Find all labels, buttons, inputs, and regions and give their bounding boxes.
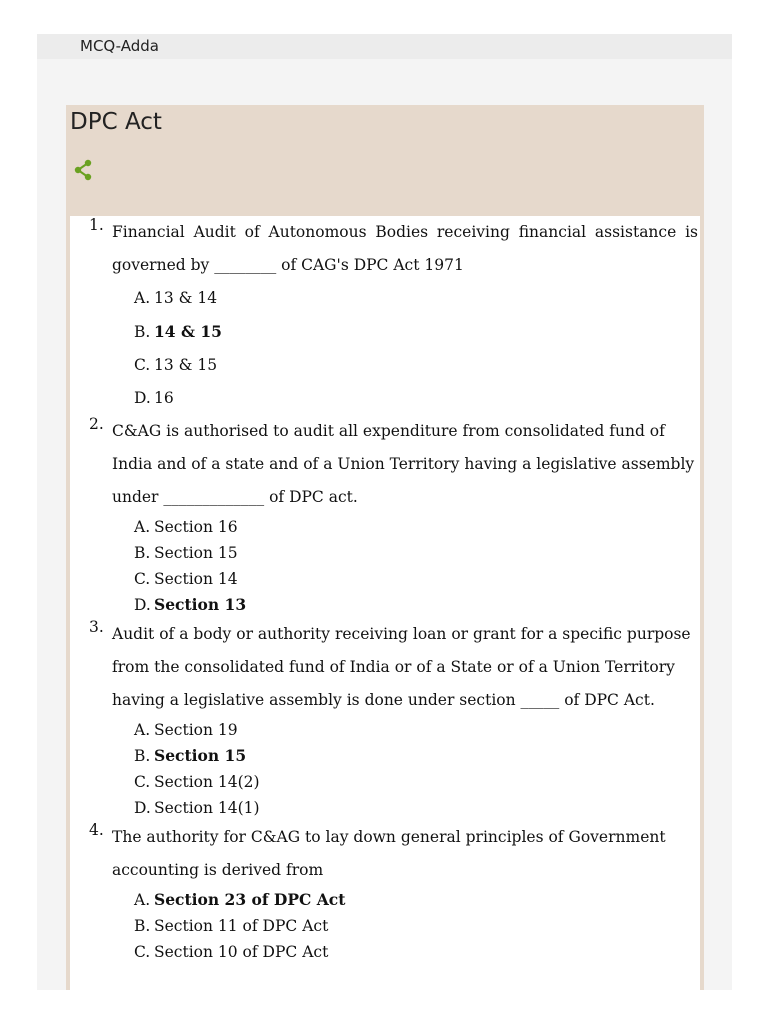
option-correct[interactable] [134, 315, 700, 349]
option-text: 13 & 14 [154, 289, 218, 307]
quiz-card [66, 105, 704, 990]
top-bar [37, 34, 732, 59]
option-correct[interactable] [134, 743, 700, 769]
question-item [89, 618, 700, 821]
option[interactable] [134, 566, 700, 592]
option[interactable] [134, 349, 700, 382]
option-text: Section 14(2) [154, 773, 260, 791]
option-label: D. [134, 799, 151, 817]
option-text: Section 15 [154, 746, 247, 765]
option-text: Section 11 of DPC Act [154, 917, 329, 935]
question-item [89, 216, 700, 415]
option-list [112, 887, 700, 965]
question-item [89, 821, 700, 965]
page-title: DPC Act [70, 109, 162, 135]
question-text: C&AG is authorised to audit all expenditure from consolidated fund of India and of a state and of a Union Territory having a legislative assembly under _____________ of DPC act. [112, 422, 695, 506]
option-correct[interactable] [134, 592, 700, 618]
page [37, 34, 732, 990]
option-label: B. [134, 917, 151, 935]
option-label: A. [134, 721, 151, 739]
option-text: 16 [154, 389, 174, 407]
option-label: C. [134, 943, 151, 961]
question-number: 3. [89, 618, 104, 636]
option-text: Section 14 [154, 570, 238, 588]
option[interactable] [134, 939, 700, 965]
option-text: Section 23 of DPC Act [154, 890, 346, 909]
option-label: C. [134, 773, 151, 791]
option[interactable] [134, 540, 700, 566]
option-label: A. [134, 289, 151, 307]
option-text: Section 16 [154, 518, 238, 536]
option-label: B. [134, 544, 151, 562]
option[interactable] [134, 514, 700, 540]
option[interactable] [134, 382, 700, 415]
option-label: D. [134, 389, 151, 407]
question-number: 4. [89, 821, 104, 839]
card-body [70, 216, 700, 990]
question-item [89, 415, 700, 618]
card-header [66, 105, 704, 216]
brand-link[interactable]: MCQ-Adda [80, 37, 159, 55]
share-icon[interactable] [72, 158, 94, 182]
question-list [70, 216, 700, 965]
option-label: C. [134, 356, 151, 374]
option-text: Section 10 of DPC Act [154, 943, 329, 961]
question-text: The authority for C&AG to lay down general principles of Government accounting is derived from [112, 828, 666, 879]
option-label: B. [134, 747, 151, 765]
option-label: B. [134, 323, 151, 341]
option-text: 13 & 15 [154, 356, 218, 374]
option[interactable] [134, 913, 700, 939]
option-label: A. [134, 518, 151, 536]
question-number: 1. [89, 216, 104, 234]
question-number: 2. [89, 415, 104, 433]
option-text: Section 14(1) [154, 799, 260, 817]
option-correct[interactable] [134, 887, 700, 913]
option-list [112, 514, 700, 618]
option[interactable] [134, 282, 700, 315]
option-list [112, 717, 700, 821]
option[interactable] [134, 769, 700, 795]
option-label: D. [134, 596, 151, 614]
question-text: Financial Audit of Autonomous Bodies receiving financial assistance is governed by ________ of CAG's DPC Act 1971 [112, 223, 698, 274]
option-label: C. [134, 570, 151, 588]
option[interactable] [134, 795, 700, 821]
option-text: Section 15 [154, 544, 238, 562]
option-list [112, 282, 700, 415]
question-text: Audit of a body or authority receiving loan or grant for a specific purpose from the consolidated fund of India or of a State or of a Union Territory having a legislative assembly is done under section _____ of DPC Act. [112, 625, 691, 709]
option-text: 14 & 15 [154, 322, 222, 341]
option-text: Section 19 [154, 721, 238, 739]
option[interactable] [134, 717, 700, 743]
option-text: Section 13 [154, 595, 247, 614]
option-label: A. [134, 891, 151, 909]
